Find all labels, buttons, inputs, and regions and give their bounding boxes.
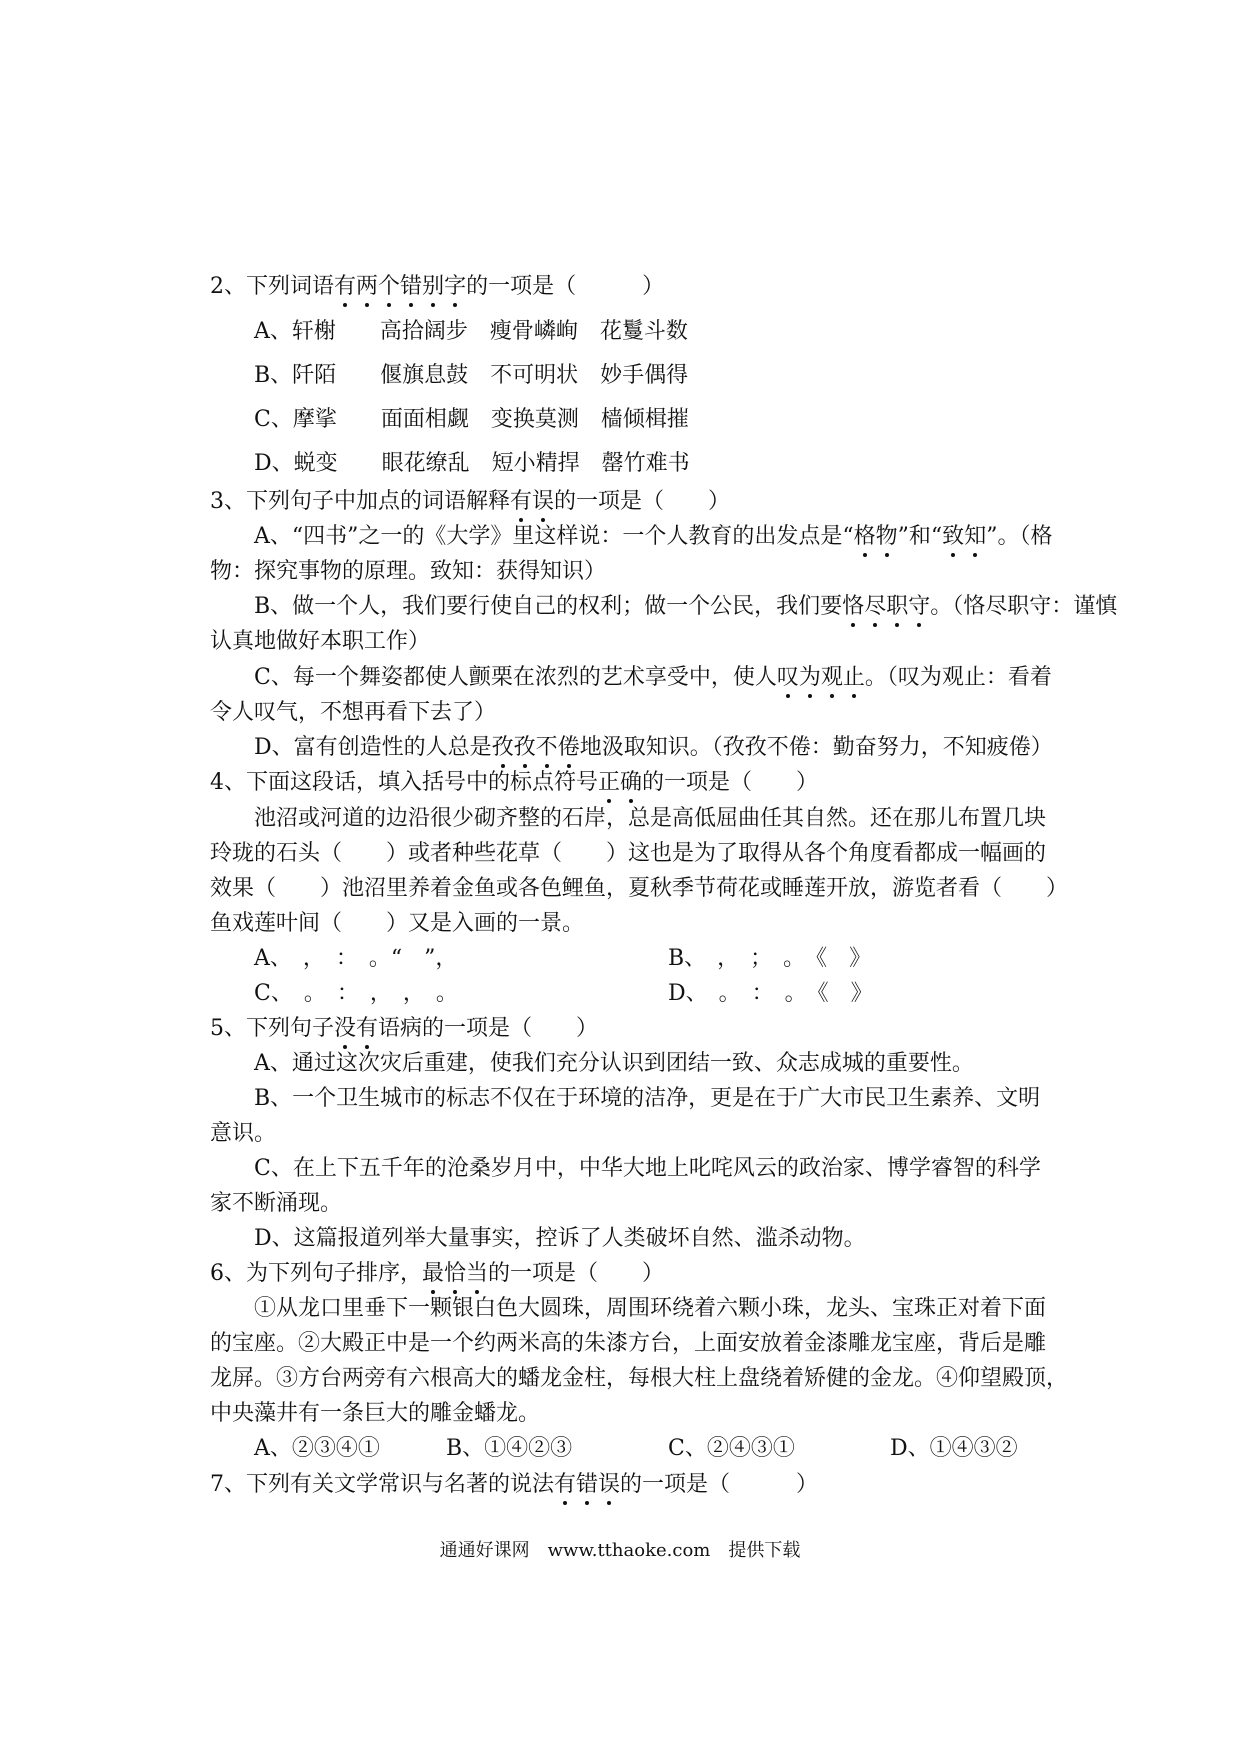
q2-option-d: D、蜕变 眼花缭乱 短小精捍 罄竹难书 <box>254 451 690 476</box>
q3-stem: 3、下列句子中加点的词语解释有误的一项是（ ） <box>210 487 730 517</box>
emphasis-text: 叹为观止 <box>777 665 865 690</box>
emphasis-text: 正确 <box>598 770 642 795</box>
q4-passage-line: 效果（ ）池沼里养着金鱼或各色鲤鱼，夏秋季节荷花或睡莲开放，游览者看（ ） <box>210 876 1069 901</box>
q3-option-d: D、富有创造性的人总是孜孜不倦地汲取知识。（孜孜不倦：勤奋努力，不知疲倦） <box>254 733 1053 763</box>
q2-option-c: C、摩挲 面面相觑 变换莫测 樯倾楫摧 <box>254 407 689 432</box>
q6-option-b: B、①④②③ <box>446 1436 573 1461</box>
q6-option-d: D、①④③② <box>890 1436 1018 1461</box>
q5-option-c: C、在上下五千年的沧桑岁月中，中华大地上叱咤风云的政治家、博学睿智的科学 <box>254 1156 1041 1181</box>
q6-option-a: A、②③④① <box>254 1436 380 1461</box>
emphasis-text: 有错误 <box>554 1472 620 1497</box>
emphasis-text: 有两个错别字 <box>334 274 466 299</box>
q6-passage-line: 的宝座。②大殿正中是一个约两米高的朱漆方台，上面安放着金漆雕龙宝座，背后是雕 <box>210 1331 1047 1356</box>
emphasis-text: 格物 <box>854 524 898 549</box>
q4-passage-line: 池沼或河道的边沿很少砌齐整的石岸，总是高低屈曲任其自然。还在那儿布置几块 <box>254 806 1047 831</box>
q2-stem: 2、下列词语有两个错别字的一项是（ ） <box>210 272 664 302</box>
q4-option-d: D、 。 ： 。 《 》 <box>668 981 873 1006</box>
q2-option-b: B、阡陌 偃旗息鼓 不可明状 妙手偶得 <box>254 363 689 388</box>
q5-option-a: A、通过这次灾后重建，使我们充分认识到团结一致、众志成城的重要性。 <box>254 1051 974 1076</box>
q5-option-d: D、这篇报道列举大量事实，控诉了人类破坏自然、滥杀动物。 <box>254 1226 866 1251</box>
emphasis-text: 没有 <box>334 1016 378 1041</box>
q5-option-b-cont: 意识。 <box>210 1121 277 1146</box>
emphasis-text: 最恰当 <box>422 1261 488 1286</box>
q2-option-a: A、轩榭 高拾阔步 瘦骨嶙峋 花鬘斗数 <box>254 319 688 344</box>
q5-option-b: B、一个卫生城市的标志不仅在于环境的洁净，更是在于广大市民卫生素养、文明 <box>254 1086 1041 1111</box>
emphasis-text: 有误 <box>510 489 554 514</box>
q6-option-c: C、②④③① <box>668 1436 795 1461</box>
q7-stem: 7、下列有关文学常识与名著的说法有错误的一项是（ ） <box>210 1470 818 1500</box>
q4-passage-line: 玲珑的石头（ ）或者种些花草（ ）这也是为了取得从各个角度看都成一幅画的 <box>210 841 1047 866</box>
q3-option-c: C、每一个舞姿都使人颤栗在浓烈的艺术享受中，使人叹为观止。（叹为观止：看着 <box>254 663 1052 693</box>
q4-passage-line: 鱼戏莲叶间（ ）又是入画的一景。 <box>210 911 585 936</box>
q4-stem: 4、下面这段话，填入括号中的标点符号正确的一项是（ ） <box>210 768 818 798</box>
q4-option-a: A、 ， ： 。“ ”， <box>254 946 458 971</box>
q6-stem: 6、为下列句子排序，最恰当的一项是（ ） <box>210 1259 664 1289</box>
page-footer: 通通好课网 www.tthaoke.com 提供下载 <box>439 1540 801 1561</box>
q3-option-a: A、“四书”之一的《大学》里这样说：一个人教育的出发点是“格物”和“致知”。（格 <box>254 522 1052 552</box>
q3-option-b-cont: 认真地做好本职工作） <box>210 629 431 654</box>
q3-option-a-cont: 物：探究事物的原理。致知：获得知识） <box>210 559 607 584</box>
emphasis-text: 孜孜不倦 <box>492 735 580 760</box>
q6-passage-line: 中央藻井有一条巨大的雕金蟠龙。 <box>210 1401 541 1426</box>
q5-stem: 5、下列句子没有语病的一项是（ ） <box>210 1014 598 1044</box>
q6-passage-line: ①从龙口里垂下一颗银白色大圆珠，周围环绕着六颗小珠，龙头、宝珠正对着下面 <box>254 1296 1047 1321</box>
emphasis-text: 致知 <box>942 524 986 549</box>
q5-option-c-cont: 家不断涌现。 <box>210 1191 343 1216</box>
q3-option-c-cont: 令人叹气，不想再看下去了） <box>210 700 497 725</box>
q3-option-b: B、做一个人，我们要行使自己的权利；做一个公民，我们要恪尽职守。（恪尽职守：谨慎 <box>254 592 1117 622</box>
emphasis-text: 恪尽职守 <box>842 594 930 619</box>
q4-option-b: B、 ， ； 。 《 》 <box>668 946 872 971</box>
q4-option-c: C、 。 ： ， ， 。 <box>254 981 458 1006</box>
q6-passage-line: 龙屏。③方台两旁有六根高大的蟠龙金柱，每根大柱上盘绕着矫健的金龙。④仰望殿顶， <box>210 1366 1069 1391</box>
